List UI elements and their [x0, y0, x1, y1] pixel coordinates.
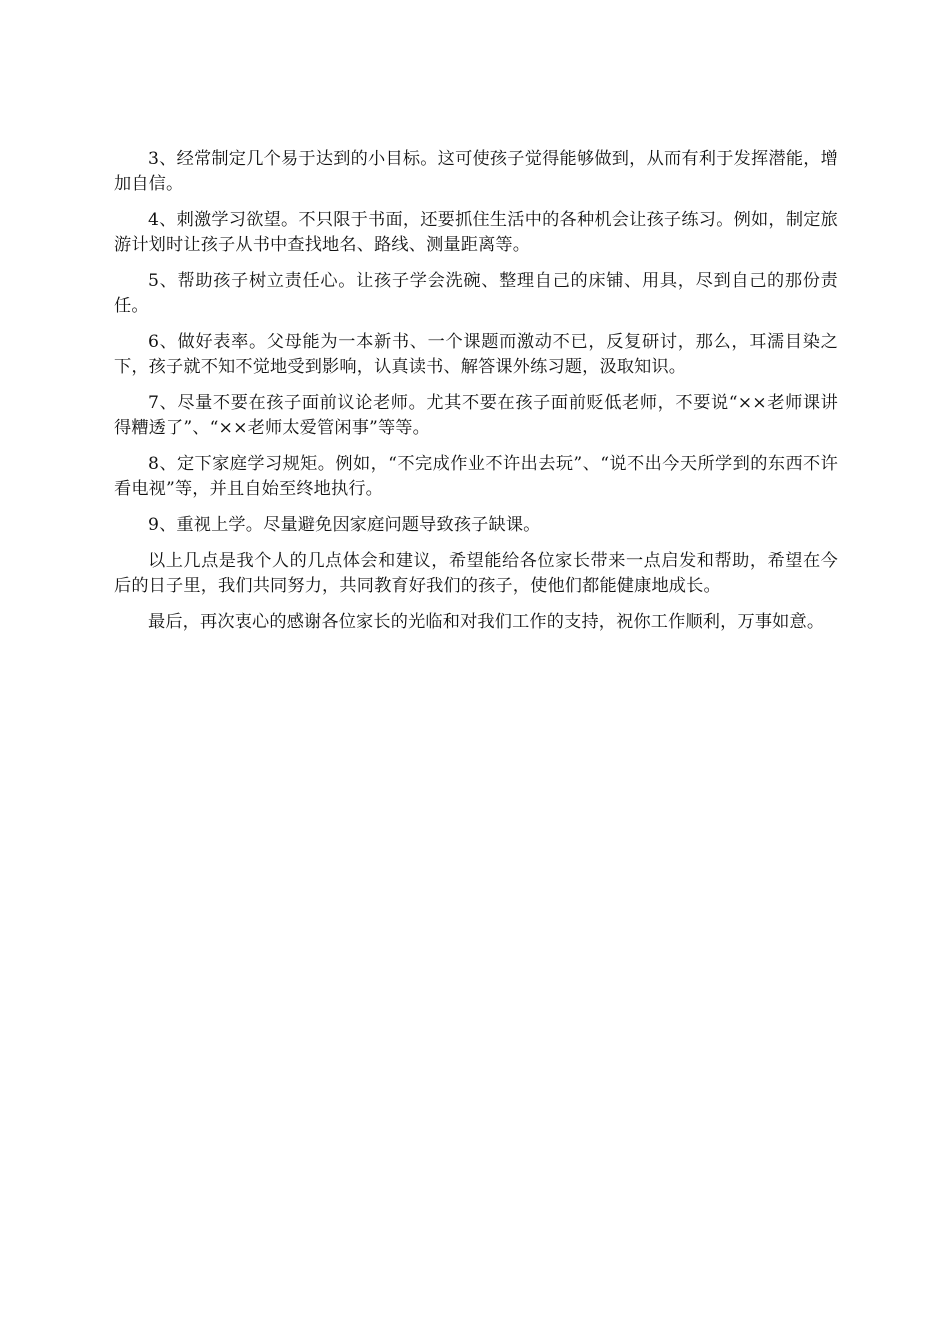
paragraph-tip-5: 5、帮助孩子树立责任心。让孩子学会洗碗、整理自己的床铺、用具，尽到自己的那份责任。	[114, 271, 838, 316]
paragraph-tip-8: 8、定下家庭学习规矩。例如，“不完成作业不许出去玩”、“说不出今天所学到的东西不许看电视”等，并且自始至终地执行。	[114, 454, 838, 499]
paragraph-tip-6: 6、做好表率。父母能为一本新书、一个课题而激动不已，反复研讨，那么，耳濡目染之下，孩子就不知不觉地受到影响，认真读书、解答课外练习题，汲取知识。	[114, 332, 838, 377]
paragraph-tip-7: 7、尽量不要在孩子面前议论老师。尤其不要在孩子面前贬低老师，不要说“××老师课讲得糟透了”、“××老师太爱管闲事”等等。	[114, 393, 838, 438]
paragraph-tip-4: 4、刺激学习欲望。不只限于书面，还要抓住生活中的各种机会让孩子练习。例如，制定旅游计划时让孩子从书中查找地名、路线、测量距离等。	[114, 210, 838, 255]
paragraph-tip-3: 3、经常制定几个易于达到的小目标。这可使孩子觉得能够做到，从而有利于发挥潜能，增加自信。	[114, 149, 838, 194]
document-body	[114, 147, 838, 646]
paragraph-summary: 以上几点是我个人的几点体会和建议，希望能给各位家长带来一点启发和帮助，希望在今后的日子里，我们共同努力，共同教育好我们的孩子，使他们都能健康地成长。	[114, 551, 838, 596]
paragraph-tip-9: 9、重视上学。尽量避免因家庭问题导致孩子缺课。	[148, 515, 541, 535]
paragraph-closing: 最后，再次衷心的感谢各位家长的光临和对我们工作的支持，祝你工作顺利，万事如意。	[148, 612, 825, 632]
